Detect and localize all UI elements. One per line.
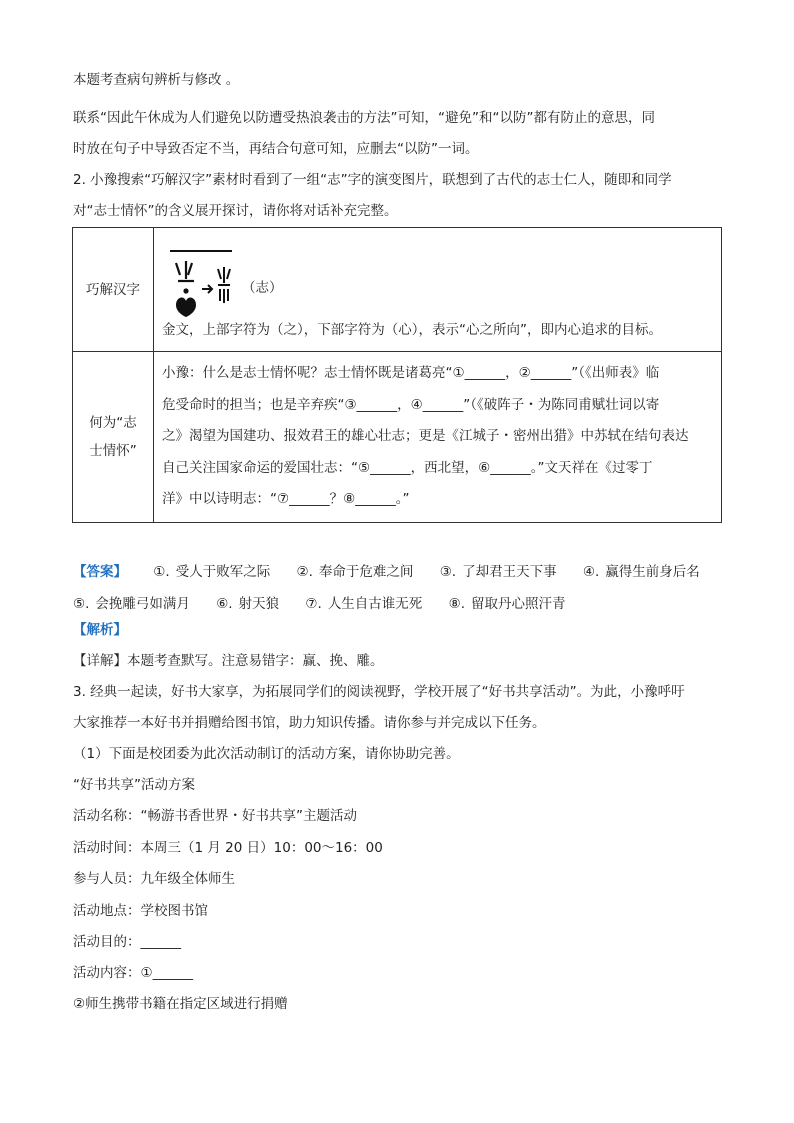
plan-title: “好书共享”活动方案 [73,777,195,793]
answer-item: ②. 奉命于危难之间 [296,564,414,580]
row-label-part-1: 何为“志 [89,414,137,431]
glyph-evolution-figure [162,239,713,319]
zhi-glyph-evolution-icon [166,239,236,319]
dialogue-line: 自己关注国家命运的爱国壮志：“⑤______，西北望，⑥______。”文天祥在《过零丁 [162,459,653,476]
dialogue-line: 之》渴望为国建功、报效君王的雄心壮志；更是《江城子・密州出猎》中苏轼在结句表达 [162,428,689,444]
table-row [73,352,722,523]
analysis-tag: 【解析】 [73,622,127,638]
row-label-hanzi: 巧解汉字 [73,228,154,352]
row-label-zhishi [73,352,154,523]
dialogue-line: 危受命时的担当；也是辛弃疾“③______，④______”（《破阵子・为陈同甫赋壮词以寄 [162,396,660,413]
answer-item: ③. 了却君王天下事 [439,564,557,580]
hanzi-explanation: 金文，上部字符为（之），下部字符为（心），表示“心之所向”，即内心追求的目标。 [162,321,662,338]
dialogue-line: 洋》中以诗明志：“⑦______？⑧______。” [162,491,410,507]
answer-item: ⑤. 会挽雕弓如满月 [73,596,190,612]
plan-content-2: ②师生携带书籍在指定区域进行捐赠 [73,996,288,1012]
plan-time: 活动时间：本周三（1 月 20 日）10：00～16：00 [73,840,383,856]
plan-content: 活动内容：①______ [73,965,194,981]
question-2-line-1: 2. 小豫搜索“巧解汉字”素材时看到了一组“志”字的演变图片，联想到了古代的志士仁人，随即和同学 [73,172,672,188]
question-2-table [72,227,722,523]
question-3-line-2: 大家推荐一本好书并捐赠给图书馆，助力知识传播。请你参与并完成以下任务。 [73,715,546,731]
answer-item: ⑥. 射天狼 [216,596,280,612]
row-label-part-2: 士情怀” [89,442,137,459]
question-3-part-1: （1）下面是校团委为此次活动制订的活动方案，请你协助完善。 [73,746,460,762]
question-2-line-2: 对“志士情怀”的含义展开探讨，请你将对话补充完整。 [73,203,398,219]
explanation-line-2: 时放在句子中导致否定不当，再结合句意可知，应删去“以防”一词。 [73,141,479,157]
explanation-line-1: 联系“因此午休成为人们避免以防遭受热浪袭击的方法”可知，“避免”和“以防”都有防止的意思，同 [73,110,655,126]
question-3-line-1: 3. 经典一起读，好书大家享，为拓展同学们的阅读视野，学校开展了“好书共享活动”。为此，小豫呼吁 [73,684,685,700]
intro-line: 本题考查病句辨析与修改 。 [73,72,240,88]
answer-item: ①. 受人于败军之际 [153,564,271,580]
plan-goal: 活动目的：______ [73,934,181,950]
answer-tag: 【答案】 [73,564,127,580]
plan-place: 活动地点：学校图书馆 [73,903,208,919]
plan-name: 活动名称：“畅游书香世界・好书共享”主题活动 [73,808,357,824]
detail-line: 【详解】本题考查默写。注意易错字：赢、挽、雕。 [73,653,384,669]
answer-block [73,556,733,620]
dialogue-cell [154,352,722,523]
dialogue-line: 小豫：什么是志士情怀呢？志士情怀既是诸葛亮“①______，②______”（《出师表》临 [162,365,660,381]
plan-people: 参与人员：九年级全体师生 [73,871,235,887]
table-row [73,228,722,352]
answer-item: ⑦. 人生自古谁无死 [305,596,423,612]
answer-item: ④. 赢得生前身后名 [582,564,700,580]
hanzi-cell [154,228,722,352]
answer-item: ⑧. 留取丹心照汗青 [448,596,566,612]
glyph-note: （志） [242,279,283,296]
